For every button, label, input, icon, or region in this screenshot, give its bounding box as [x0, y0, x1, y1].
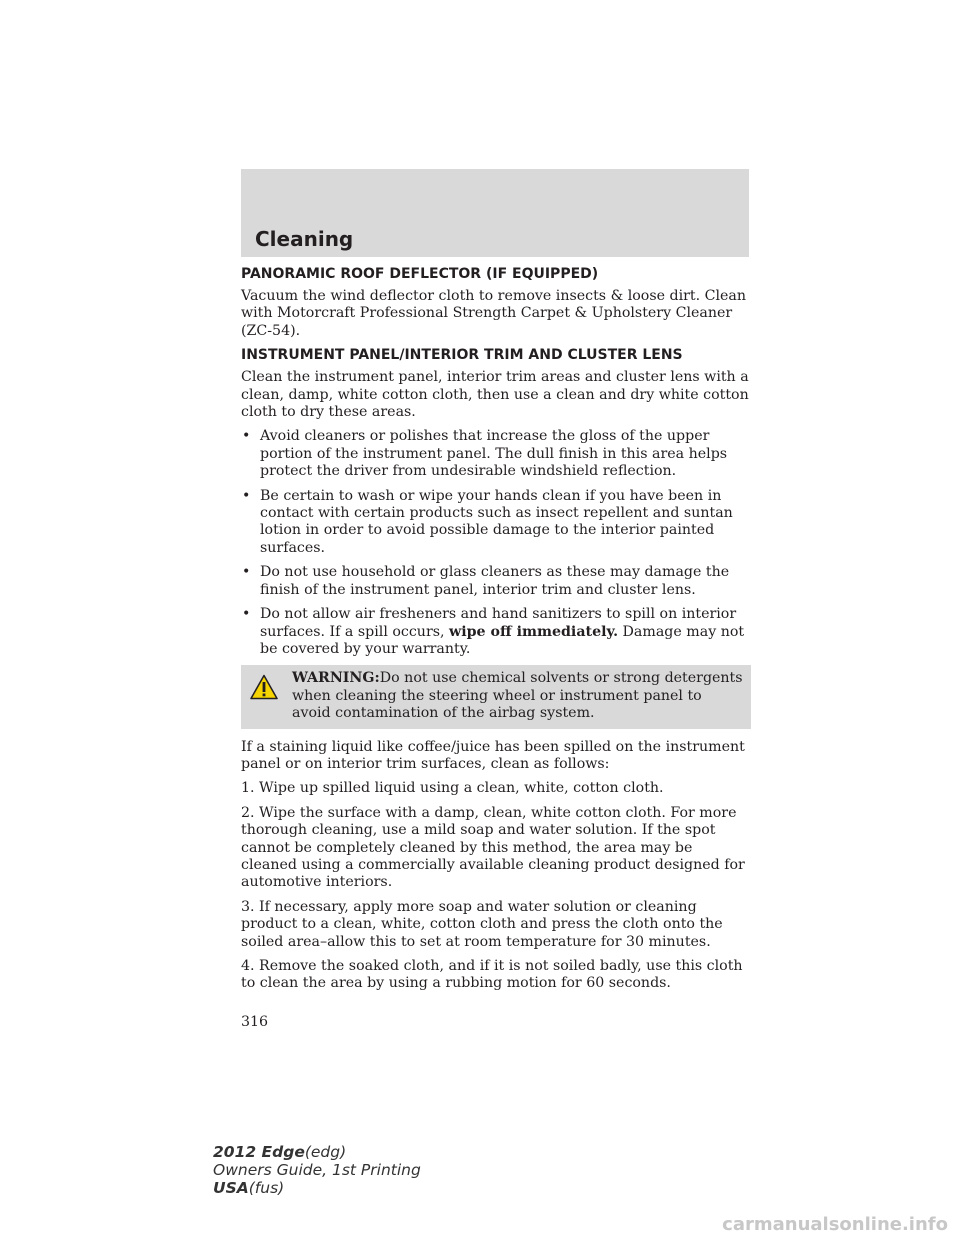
- step-3: 3. If necessary, apply more soap and water solution or cleaning product to a clean, white, cotton cloth and press the cloth onto the soiled area–allow this to set at room temperature for 30 minutes.: [241, 898, 723, 950]
- footer-market-code: (fus): [248, 1179, 285, 1197]
- footer-market: USA: [213, 1179, 249, 1197]
- footer-line-1: [213, 1143, 421, 1161]
- section-title: Cleaning: [255, 227, 354, 251]
- warning-box: [241, 665, 751, 728]
- bullet: •: [242, 564, 251, 581]
- site-watermark: carmanualsonline.info: [722, 1214, 948, 1235]
- page-content: [241, 266, 751, 1000]
- list-item-text: Do not use household or glass cleaners as these may damage the finish of the instrument panel, interior trim and cluster lens.: [260, 564, 730, 598]
- footer-line-3: [213, 1179, 421, 1197]
- bullet: •: [242, 428, 251, 445]
- instrument-panel-heading: INSTRUMENT PANEL/INTERIOR TRIM AND CLUSTER LENS: [241, 347, 683, 364]
- list-item-text: Avoid cleaners or polishes that increase the gloss of the upper portion of the instrument panel. The dull finish in this area helps protect the driver from undesirable windshield reflection.: [260, 428, 728, 480]
- step-4: 4. Remove the soaked cloth, and if it is not soiled badly, use this cloth to clean the area by using a rubbing motion for 60 seconds.: [241, 958, 743, 992]
- footer-model: 2012 Edge: [213, 1143, 305, 1161]
- footer-line-2: Owners Guide, 1st Printing: [213, 1161, 421, 1179]
- step-2: 2. Wipe the surface with a damp, clean, white cotton cloth. For more thorough cleaning, use a mild soap and water solution. If the spot cannot be completely cleaned by this method, the area may be cleaned using a commercially available cleaning product designed for automotive interiors.: [241, 804, 745, 891]
- spill-intro: If a staining liquid like coffee/juice has been spilled on the instrument panel or on interior trim surfaces, clean as follows:: [241, 738, 745, 772]
- warning-message: Do not use chemical solvents or strong detergents when cleaning the steering wheel or instrument panel to avoid contamination of the airbag system.: [292, 670, 743, 722]
- bullet: •: [242, 606, 251, 623]
- warning-triangle-icon: [250, 674, 278, 700]
- page-number: 316: [241, 1014, 269, 1030]
- list-item-text-end: Damage may not be covered by your warranty.: [260, 623, 745, 657]
- step-1: 1. Wipe up spilled liquid using a clean, white, cotton cloth.: [241, 780, 664, 797]
- roof-deflector-heading: PANORAMIC ROOF DEFLECTOR (IF EQUIPPED): [241, 266, 599, 282]
- footer-model-code: (edg): [304, 1143, 347, 1161]
- warning-label: WARNING:: [292, 670, 380, 687]
- emphasis-text: wipe off immediately.: [449, 623, 619, 640]
- instrument-panel-intro: Clean the instrument panel, interior trim areas and cluster lens with a clean, damp, white cotton cloth, then use a clean and dry white cotton cloth to dry these areas.: [241, 369, 749, 421]
- warning-text: [244, 670, 743, 722]
- list-item: [241, 488, 751, 558]
- bullet: •: [242, 487, 251, 504]
- list-item: [241, 606, 751, 658]
- section-header-band: [241, 169, 749, 257]
- document-footer: [213, 1143, 421, 1197]
- list-item-text: Do not allow air fresheners and hand sanitizers to spill on interior surfaces. If a spill occurs,: [260, 606, 737, 640]
- cleaning-tips-list: [241, 428, 751, 658]
- list-item-text: Be certain to wash or wipe your hands clean if you have been in contact with certain products such as insect repellent and suntan lotion in order to avoid possible damage to the interior painted surfaces.: [260, 487, 733, 556]
- list-item: [241, 564, 751, 599]
- list-item: [241, 428, 751, 480]
- roof-deflector-body: Vacuum the wind deflector cloth to remove insects & loose dirt. Clean with Motorcraft Professional Strength Carpet & Upholstery Cleaner (ZC-54).: [241, 288, 747, 339]
